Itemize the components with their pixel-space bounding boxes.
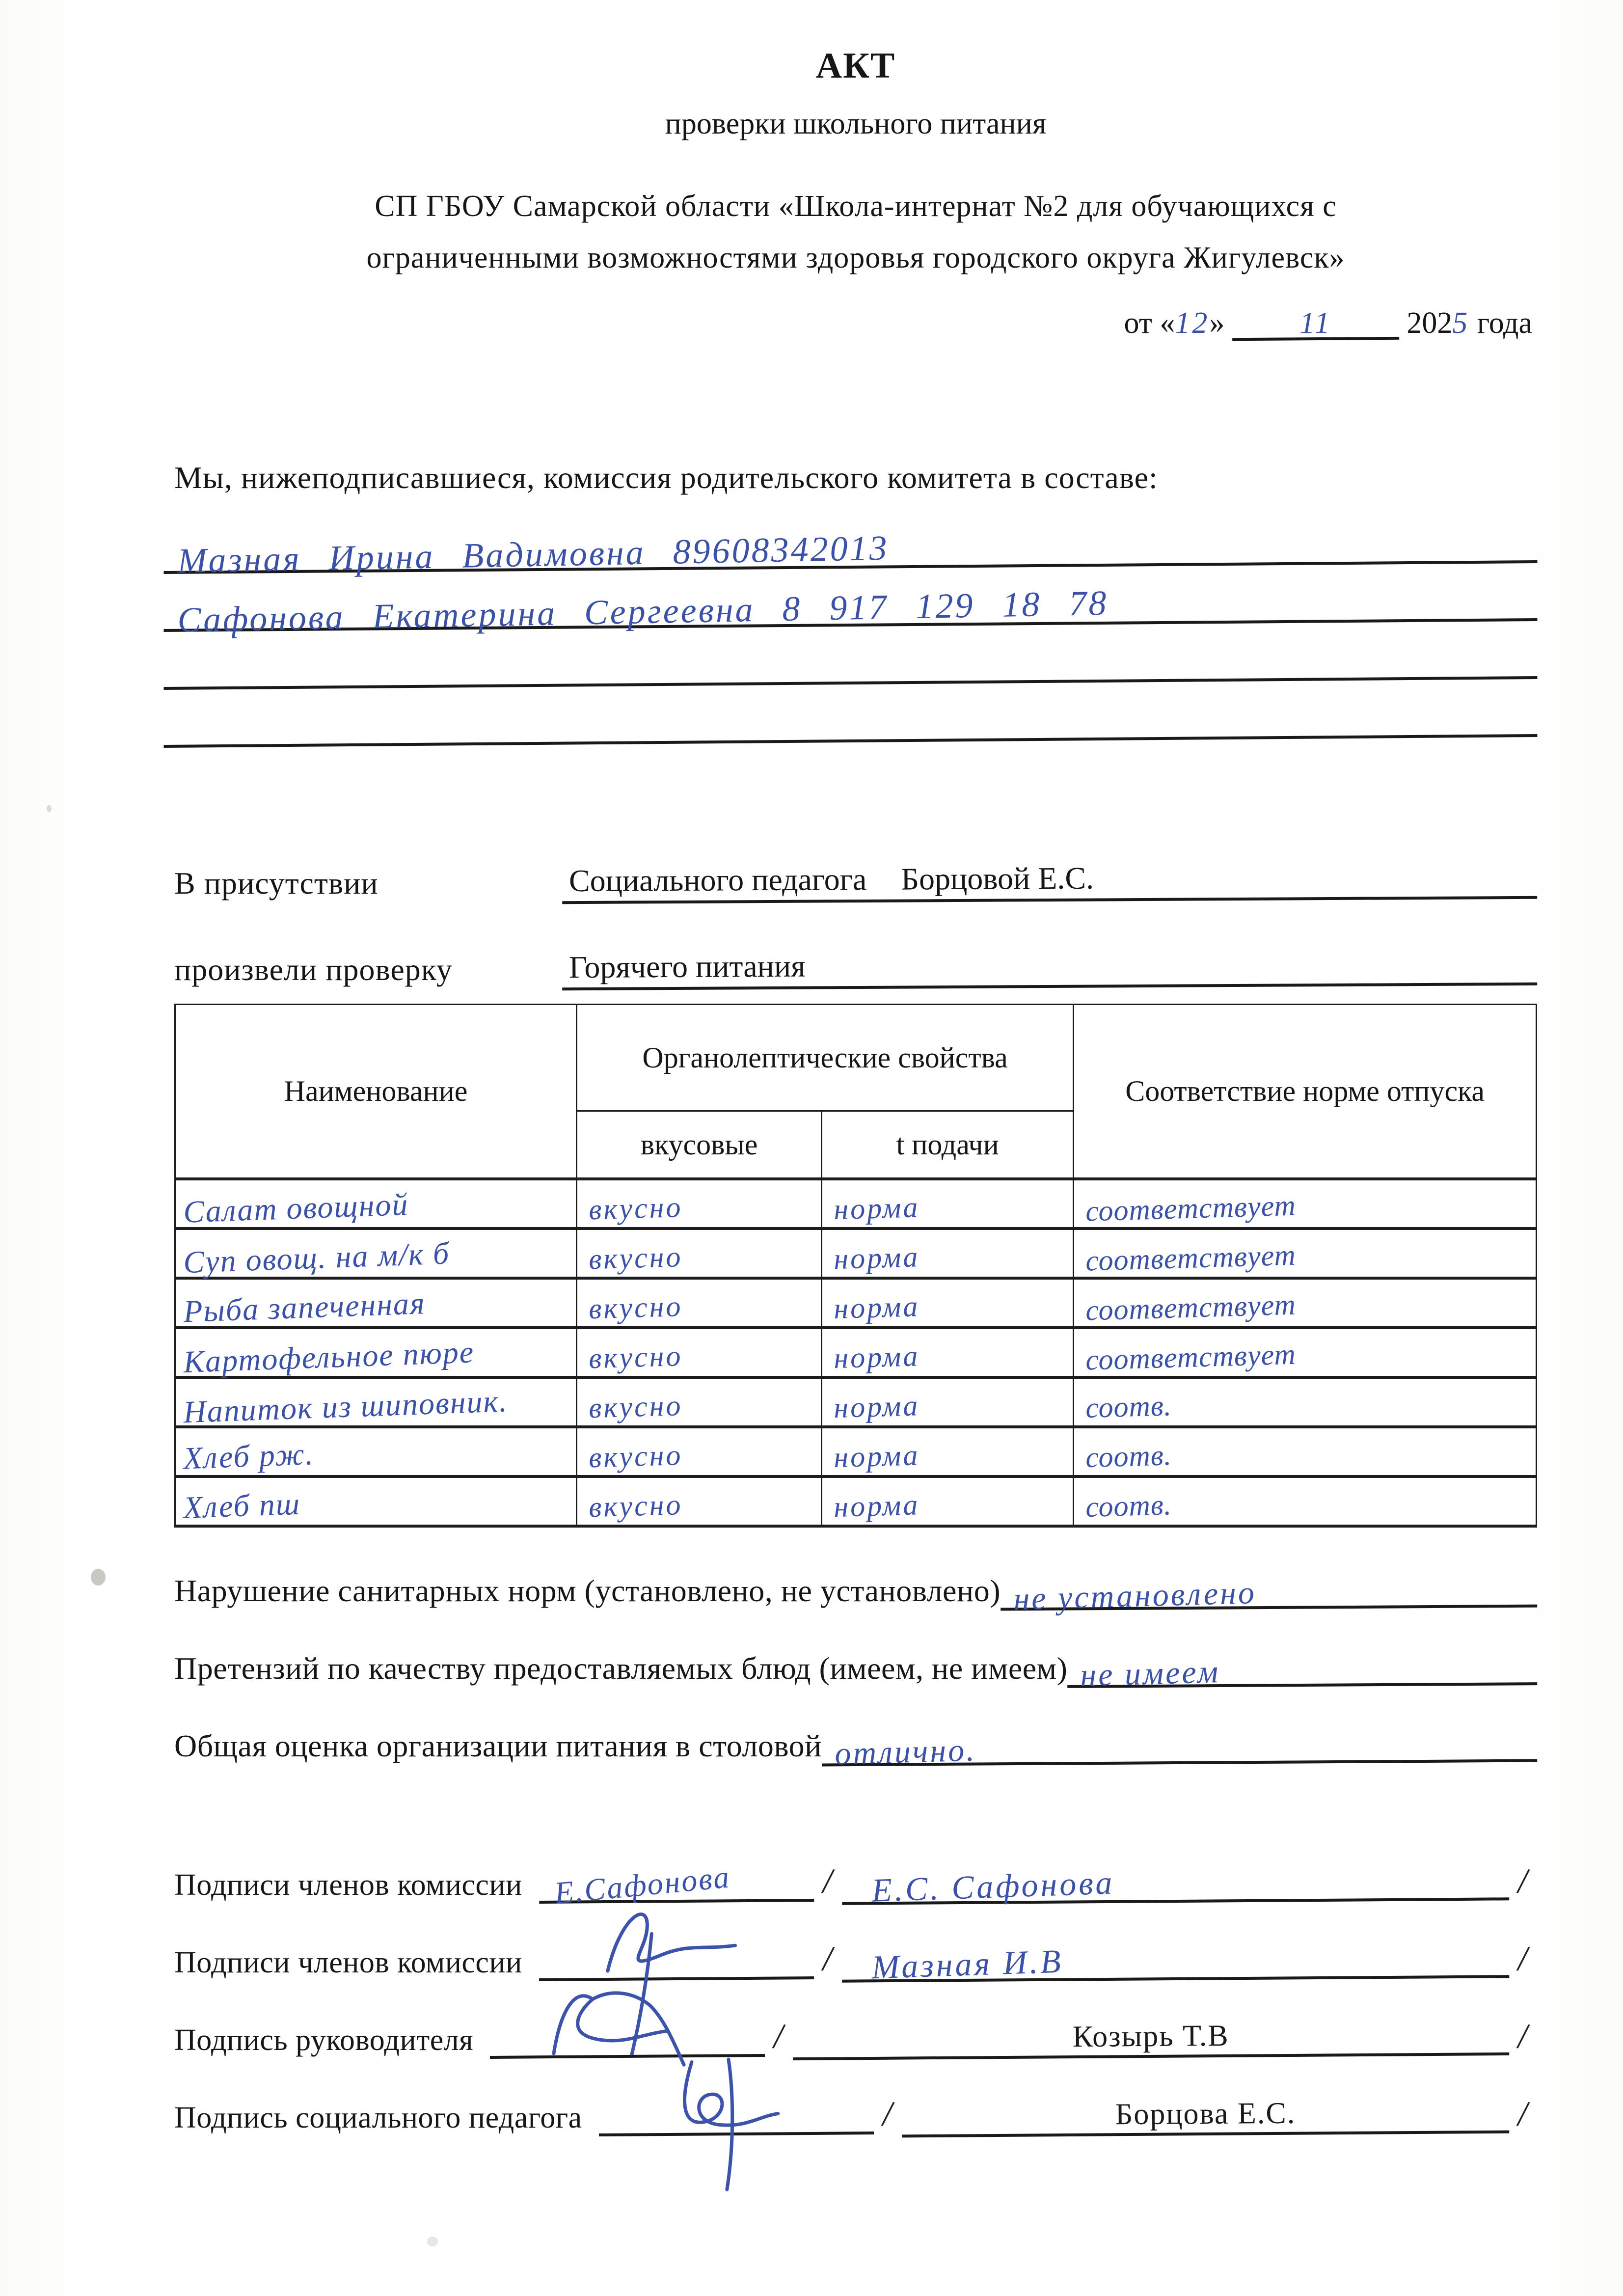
- dish-temp: норма: [833, 1389, 920, 1424]
- dish-temp: норма: [833, 1240, 920, 1275]
- signature-name-handwritten: Е.С. Сафонова: [871, 1863, 1115, 1909]
- table-row: [175, 1179, 1537, 1229]
- signature-name-blank: [793, 2017, 1509, 2060]
- table-row: [175, 1427, 1537, 1476]
- committee-member-2: Сафонова Екатерина Сергеевна 8 917 129 18 78: [177, 583, 1109, 640]
- overall-rating-value: отлично.: [834, 1732, 977, 1772]
- slash-separator: /: [1515, 2092, 1531, 2135]
- presence-name: Борцовой Е.С.: [901, 860, 1094, 897]
- findings-section: [174, 1568, 1537, 1772]
- committee-member-line-empty: [163, 621, 1538, 690]
- scan-artifact: [91, 1569, 106, 1585]
- presence-label: В присутствии: [174, 865, 379, 901]
- signature-label: Подпись социального педагога: [174, 2101, 582, 2134]
- sanitary-violations-row: [174, 1568, 1537, 1617]
- check-value-line: [562, 944, 1537, 990]
- slash-separator: /: [880, 2092, 896, 2135]
- dish-taste: вкусно: [588, 1190, 683, 1226]
- check-label: произвели проверку: [174, 952, 453, 987]
- signature-name-printed: Борцова Е.С.: [1115, 2096, 1296, 2132]
- sanitary-violations-label: Нарушение санитарных норм (установлено, не установлено): [174, 1573, 1001, 1608]
- document-subtitle: проверки школьного питания: [665, 107, 1047, 140]
- slash-separator: /: [1515, 1859, 1531, 1902]
- date-year-printed: 202: [1407, 306, 1453, 340]
- dish-temp: норма: [833, 1191, 920, 1226]
- dish-taste: вкусно: [588, 1389, 683, 1424]
- dish-norm: соответствует: [1085, 1338, 1297, 1376]
- dish-name: Суп овощ. на м/к б: [183, 1235, 451, 1280]
- signature-name-printed: Козырь Т.В: [1072, 2019, 1230, 2053]
- date-line: [174, 306, 1537, 341]
- committee-member-line: [163, 503, 1538, 580]
- column-header-norm: Соответствие норме отпуска: [1074, 1004, 1537, 1179]
- scan-artifact: [47, 805, 52, 812]
- dish-temp: норма: [833, 1488, 920, 1523]
- signatures-section: [174, 1854, 1537, 2135]
- presence-row: [174, 849, 1537, 902]
- signature-scribble: [632, 2046, 839, 2156]
- date-month-blank: [1232, 306, 1399, 341]
- committee-member-line-empty: [163, 679, 1538, 748]
- column-header-name: Наименование: [175, 1004, 577, 1179]
- table-row: [175, 1328, 1537, 1377]
- scan-artifact: [427, 2237, 438, 2246]
- signature-row-member-1: [174, 1854, 1537, 1911]
- dish-norm: соответствует: [1085, 1238, 1297, 1277]
- dish-name: Салат овощной: [183, 1187, 409, 1230]
- slash-separator: /: [1515, 2015, 1531, 2057]
- dish-taste: вкусно: [588, 1289, 683, 1325]
- dish-taste: вкусно: [588, 1240, 683, 1276]
- dish-norm: соответствует: [1085, 1288, 1297, 1327]
- signature-row-director: [174, 2009, 1537, 2058]
- dish-norm: соотв.: [1085, 1488, 1172, 1523]
- date-month-handwritten: 11: [1299, 306, 1332, 340]
- column-header-organoleptic: Органолептические свойства: [577, 1004, 1074, 1111]
- organization-name: [174, 181, 1537, 284]
- date-close-quote: »: [1209, 306, 1225, 340]
- column-header-temp: t подачи: [822, 1111, 1074, 1179]
- sanitary-violations-blank: [1001, 1567, 1537, 1617]
- date-day-handwritten: 12: [1175, 306, 1210, 340]
- presence-value-line: [562, 858, 1537, 904]
- signature-row-social-pedagogue: [174, 2086, 1537, 2135]
- committee-member-4: [164, 751, 178, 752]
- signature-name-blank: [842, 1858, 1510, 1909]
- signature-scribble-text: Е.Сафонова: [552, 1859, 732, 1911]
- organization-line-2: ограниченными возможностями здоровья городского округа Жигулевск»: [366, 241, 1345, 275]
- dish-name: Картофельное пюре: [183, 1334, 475, 1380]
- dish-temp: норма: [833, 1290, 920, 1325]
- check-value: Горячего питания: [568, 948, 806, 984]
- dish-taste: вкусно: [588, 1438, 683, 1474]
- dish-name: Напиток из шиповник.: [183, 1383, 509, 1430]
- dish-name: Хлеб рж.: [183, 1436, 315, 1476]
- date-prefix: от «: [1124, 306, 1175, 340]
- overall-rating-row: [174, 1723, 1537, 1772]
- slash-separator: /: [820, 1937, 836, 1980]
- dish-name: Хлеб пш: [183, 1486, 301, 1526]
- signature-name-blank: [902, 2094, 1510, 2137]
- dish-temp: норма: [833, 1439, 920, 1474]
- date-year-handwritten: 5: [1452, 306, 1470, 340]
- table-header: [175, 1004, 1537, 1179]
- check-row: [174, 936, 1537, 988]
- column-header-taste: вкусовые: [577, 1111, 822, 1179]
- dish-norm: соотв.: [1085, 1439, 1172, 1474]
- signature-name-handwritten: Мазная И.В: [871, 1942, 1064, 1986]
- signature-blank: [599, 2132, 874, 2136]
- signature-label: Подписи членов комиссии: [174, 1868, 522, 1902]
- signature-name-blank: [842, 1935, 1510, 1986]
- overall-rating-label: Общая оценка организации питания в столовой: [174, 1728, 822, 1763]
- quality-claims-row: [174, 1645, 1537, 1694]
- signature-row-member-2: [174, 1931, 1537, 1986]
- quality-claims-label: Претензий по качеству предоставляемых блюд (имеем, не имеем): [174, 1650, 1068, 1686]
- dish-norm: соотв.: [1085, 1389, 1172, 1424]
- food-inspection-table: [174, 1004, 1537, 1528]
- committee-intro: Мы, нижеподписавшиеся, комиссия родительского комитета в составе:: [174, 460, 1158, 495]
- slash-separator: /: [1515, 1937, 1531, 1980]
- dish-temp: норма: [833, 1339, 920, 1374]
- slash-separator: /: [771, 2015, 787, 2057]
- presence-role: Социального педагога: [568, 861, 867, 898]
- quality-claims-blank: [1067, 1645, 1537, 1694]
- signature-label: Подписи членов комиссии: [174, 1945, 522, 1979]
- dish-taste: вкусно: [588, 1488, 683, 1524]
- dish-taste: вкусно: [588, 1339, 683, 1375]
- slash-separator: /: [820, 1859, 836, 1902]
- quality-claims-value: не имеем: [1080, 1653, 1221, 1694]
- table-row: [175, 1377, 1537, 1427]
- table-row: [175, 1229, 1537, 1278]
- dish-norm: соответствует: [1085, 1189, 1297, 1228]
- date-suffix: года: [1469, 306, 1532, 340]
- sanitary-violations-value: не установлено: [1013, 1574, 1257, 1617]
- dish-name: Рыба запеченная: [183, 1285, 426, 1329]
- document-title: АКТ: [815, 46, 896, 86]
- overall-rating-blank: [822, 1722, 1538, 1772]
- table-row: [175, 1278, 1537, 1328]
- signature-label: Подпись руководителя: [174, 2023, 474, 2057]
- committee-member-line: [163, 563, 1538, 640]
- committee-member-1: Мазная Ирина Вадимовна 89608342013: [177, 528, 890, 580]
- organization-line-1: СП ГБОУ Самарской области «Школа-интернат №2 для обучающихся с: [375, 190, 1337, 223]
- table-row: [175, 1476, 1537, 1526]
